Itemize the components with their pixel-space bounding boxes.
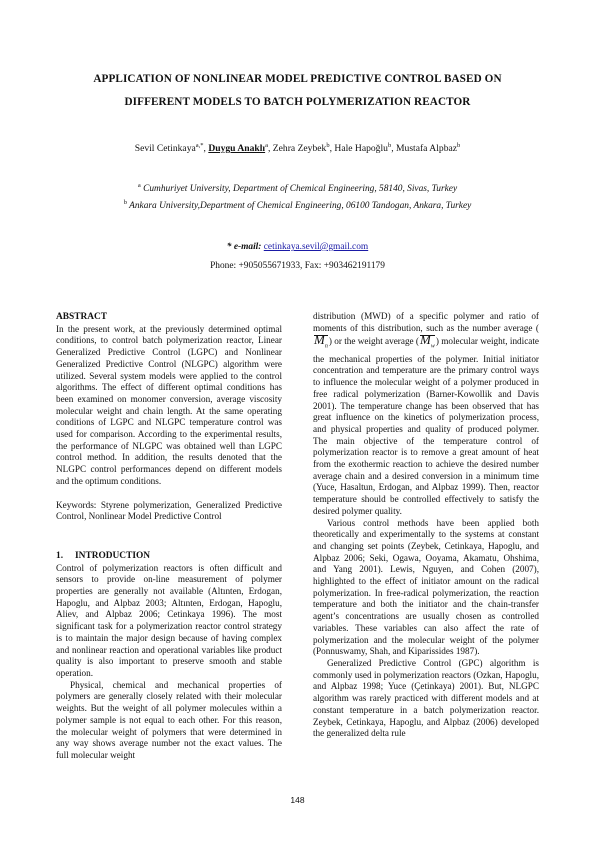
affiliation-b: [110, 193, 485, 216]
abstract-text: In the present work, at the previously determined optimal conditions, to control batch polymerization reactor, Linear Generalized Predictive Control (LGPC) and Nonlinear Generalized Predictive Control (NLGPC) algorithm were utilized. Several system models were applied to the control algorithms. The effect of different optimal conditions has been examined on monomer conversion, average viscosity molecular weight and chain length. At the same operating conditions of LGPC and NLGPC temperature control was used for comparison. According to the experimental results, the performance of NLGPC was obtained well than LGPC control method. In addition, the results denoted that the NLGPC control performances depend on different models and the optimum conditions.: [56, 323, 282, 486]
affiliation-b-marker: b: [123, 199, 127, 206]
mwd-text-a: distribution (MWD) of a specific polymer and ratio of moments of this distribution, such as the number average (: [313, 311, 539, 333]
right-column: [313, 311, 539, 740]
title-line-1: APPLICATION OF NONLINEAR MODEL PREDICTIVE CONTROL BASED ON: [93, 73, 502, 85]
affiliation-a-marker: a: [137, 182, 141, 189]
title-line-2: DIFFERENT MODELS TO BATCH POLYMERIZATION REACTOR: [124, 96, 471, 108]
section-number: 1.: [56, 550, 64, 561]
intro-paragraph-1: Control of polymerization reactors is often difficult and sensors to provide on-line measurement of polymer properties are generally not available (Altınten, Erdogan, Hapoglu, and Alpbaz 2003; Altınten, Erdogan, Hapoglu, Aliev, and Alpbaz 2006; Cetinkaya 1996). The most significant task for a polymerization reactor control strategy is to maintain the major design because of having complex and nonlinear reaction and operational variables like product quality is also important to preserve smooth and stable operation.: [56, 562, 282, 678]
author-1: Sevil Cetinkaya: [134, 143, 196, 155]
intro-paragraph-2: Physical, chemical and mechanical properties of polymers are generally closely related with their molecular weights. But the weight of all polymer molecules within a polymer sample is not equal to each other. For this reason, the molecular weight of polymers that were determined in any way shows average number not the exact values. The full molecular weight: [56, 679, 282, 760]
weight-average-subscript: w: [430, 344, 435, 350]
author-5: Mustafa Alpbaz: [396, 143, 458, 155]
introduction-heading: [56, 551, 282, 563]
affiliation-a-text: Cumhuriyet University, Department of Chemical Engineering, 58140, Sivas, Turkey: [143, 184, 458, 195]
author-4: Hale Hapoğlu: [334, 143, 388, 155]
phone-fax-line: Phone: +905055671933, Fax: +903462191179: [210, 261, 385, 271]
author-2-affiliation: a: [265, 142, 268, 149]
abstract-heading: ABSTRACT: [56, 312, 108, 322]
author-2: Duygu Anaklı: [208, 143, 266, 155]
left-column: [56, 312, 282, 762]
mwd-text-c: ) molecular weight, indicate the mechanical properties of the polymer. Initial initiator concentration and temperature are the primary control ways to influence the molecular weight of a polymer produced in free radical polymerization (Barner-Kowollik and Davis 2001). The temperature change has been observed that has great influence on the kinetics of polymerization process, and physical properties and quality of produced polymer. The main objective of the temperature control of polymerization reactor is to remove a great amount of heat from the exothermic reaction to achieve the desired number average chain and a desired conversion in a minimum time (Yuce, Hasaltun, Erdogan, and Alpbaz 1999). Then, reactor temperature should be controlled effectively to satisfy the desired polymer quality.: [313, 336, 539, 516]
author-5-affiliation: b: [457, 142, 461, 149]
author-3: Zehra Zeybek: [272, 143, 327, 155]
mwd-text-b: ) or the weight average (: [328, 336, 419, 347]
author-1-affiliation: a,*: [195, 142, 204, 149]
right-paragraph-1: [313, 311, 539, 518]
affiliation-b-text: Ankara University,Department of Chemical Engineering, 06100 Tandogan, Ankara, Turkey: [129, 201, 472, 212]
author-list: Sevil Cetinkaya$^{a,*}$, Duygu Anaklı$^a$, Zehra Zeybek$^b$, Hale Hapoğlu$^b$, Mustafa Alpbaz$^b$: [134, 142, 461, 155]
paper-title: [60, 68, 535, 114]
number-average-subscript: n: [324, 344, 328, 350]
email-line: [60, 242, 535, 252]
author-3-affiliation: b: [326, 142, 330, 149]
weight-average-symbol: $M_w$: [419, 334, 436, 353]
number-average-symbol: $M_n$: [313, 334, 329, 353]
email-link[interactable]: cetinkaya.sevil@gmail.com: [263, 242, 369, 252]
page-number: 148: [290, 795, 305, 805]
right-paragraph-3: Generalized Predictive Control (GPC) algorithm is commonly used in polymerization reactors (Ozkan, Hapoglu, and Alpbaz 1998; Yuce (Çetinkaya) 2001). But, NLGPC algorithm was rarely practiced with different models and at constant temperature in a batch polymerization reactor. Zeybek, Cetinkaya, Hapoglu, and Alpbaz (2006) developed the generalized delta rule: [313, 657, 539, 739]
right-paragraph-2: Various control methods have been applied both theoretically and experimentally to the systems at constant and changing set points (Zeybek, Cetinkaya, Hapoglu, and Alpbaz 2006; Seki, Ogawa, Ooyama, Akamatu, Ohshima, and Yang 2001). Lewis, Nguyen, and Cohen (2007), highlighted to the effect of initiator amount on the radical polymerization. In free-radical polymerization, the reaction temperature and both the initiator and the chain-transfer agent’s concentrations are usually chosen as controlled variables. These variables can also affect the rate of polymerization and the molecular weight of the polymer (Ponnuswamy, Shah, and Kiparissides 1987).: [313, 517, 539, 657]
keywords: Keywords: Styrene polymerization, Generalized Predictive Control, Nonlinear Model Predictive Control: [56, 499, 282, 522]
section-title: INTRODUCTION: [75, 550, 151, 561]
email-label: * e-mail:: [226, 242, 262, 252]
author-4-affiliation: b: [387, 142, 392, 149]
